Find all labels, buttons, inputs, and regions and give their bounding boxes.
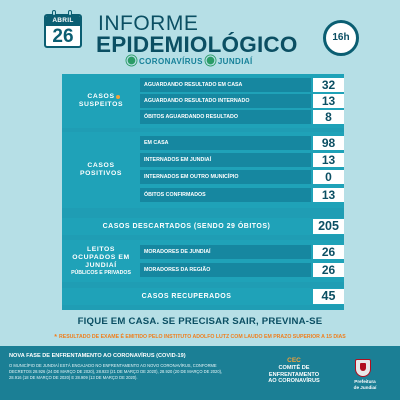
calendar-month: ABRIL	[46, 16, 80, 26]
calendar-ring	[68, 10, 72, 16]
section-label-positivos: CASOS POSITIVOS	[79, 162, 123, 177]
footer-decree-text: O MUNICÍPIO DE JUNDIAÍ ESTÁ ENGAJADO NO ENFRENTAMENTO AO NOVO CORONAVÍRUS, CONFORME DECRETOS 28.926 (24 DE MARÇO DE 2020), 28.923 (21 DE MARÇO DE 2020), 28.920 (20 DE MARÇO DE 2020), 28.916 (18 DE MARÇO DE 2020) E 28.909 (13 DE MARÇO DE 2020).	[9, 363, 223, 380]
footnote-text: RESULTADO DE EXAME É EMITIDO PELO INSTITUTO ADOLFO LUTZ COM LAUDO EM PRAZO SUPERIOR A 15 DIAS	[58, 334, 346, 340]
table-row: INTERNADOS EM OUTRO MUNICÍPIO 0	[140, 170, 344, 184]
table-row: AGUARDANDO RESULTADO INTERNADO 13	[140, 94, 344, 108]
section-positivos	[62, 132, 344, 208]
prefeitura-logo-text: Prefeitura de Jundiaí	[353, 379, 377, 390]
calendar-ring	[52, 10, 56, 16]
report-time: 16h	[332, 32, 350, 43]
table-row: MORADORES DA REGIÃO 26	[140, 263, 344, 277]
row-descartados: CASOS DESCARTADOS (SENDO 29 ÓBITOS) 205	[62, 218, 344, 235]
section-label-suspeitos: CASOS SUSPEITOS	[78, 93, 124, 108]
clock-icon	[323, 20, 359, 56]
city-crest-icon	[355, 359, 371, 377]
table-row: MORADORES DE JUNDIAÍ 26	[140, 245, 344, 259]
stay-home-message: FIQUE EM CASA. SE PRECISAR SAIR, PREVINA-SE	[77, 316, 323, 327]
report-subtitle	[124, 56, 253, 66]
footnote	[0, 334, 400, 341]
asterisk-dot	[116, 95, 120, 99]
report-title-informe: INFORME	[98, 12, 199, 35]
report-table	[62, 74, 344, 310]
footnote-asterisk: *	[54, 334, 57, 341]
section-suspeitos	[62, 74, 344, 128]
virus-icon	[206, 57, 214, 65]
table-row: ÓBITOS CONFIRMADOS 13	[140, 188, 344, 202]
subtitle-coronavirus: CORONAVÍRUS	[139, 57, 203, 66]
cec-logo: CEC COMITÊ DE ENFRENTAMENTO AO CORONAVÍRUS	[264, 358, 324, 385]
footer-bar	[0, 346, 400, 400]
table-row: EM CASA 98	[140, 136, 344, 150]
calendar-icon	[44, 14, 82, 48]
cec-mark: CEC	[287, 357, 301, 364]
calendar-day: 26	[52, 26, 74, 47]
footer-title: NOVA FASE DE ENFRENTAMENTO AO CORONAVÍRUS (COVID-19)	[9, 353, 186, 359]
report-title-epidemiologico: EPIDEMIOLÓGICO	[96, 32, 298, 57]
table-row: INTERNADOS EM JUNDIAÍ 13	[140, 153, 344, 167]
section-leitos	[62, 240, 344, 282]
subtitle-jundiai: JUNDIAÍ	[217, 57, 253, 66]
row-recuperados: CASOS RECUPERADOS 45	[62, 288, 344, 305]
table-row: ÓBITOS AGUARDANDO RESULTADO 8	[140, 110, 344, 124]
section-label-leitos: LEITOS OCUPADOS EM JUNDIAÍ PÚBLICOS E PRIVADOS	[71, 245, 131, 276]
table-row: AGUARDANDO RESULTADO EM CASA 32	[140, 78, 344, 92]
virus-icon	[128, 57, 136, 65]
